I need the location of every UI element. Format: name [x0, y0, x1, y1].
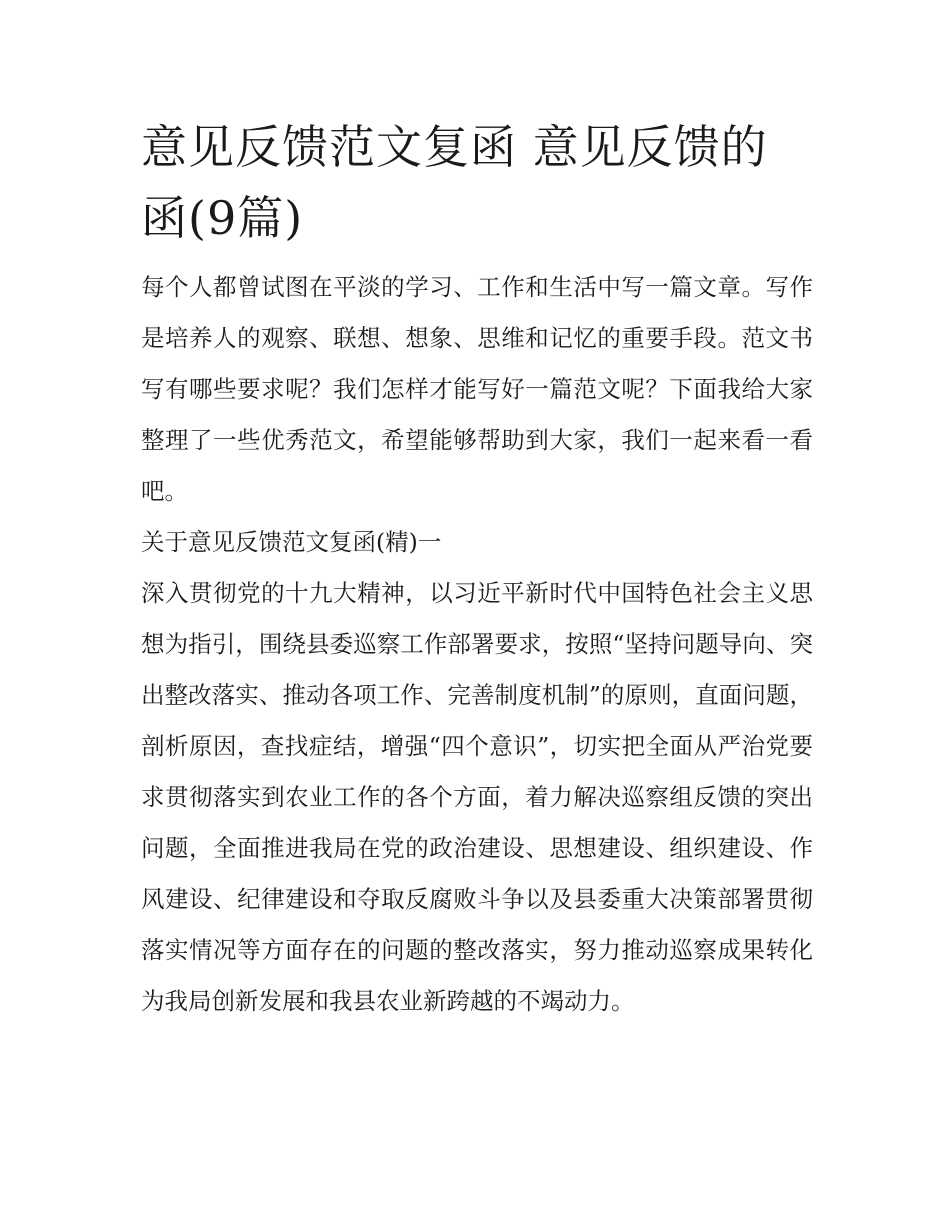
body-paragraph: 深入贯彻党的十九大精神，以习近平新时代中国特色社会主义思想为指引，围绕县委巡察工作部署要求，按照“坚持问题导向、突出整改落实、推动各项工作、完善制度机制”的原则，直面问题，剖析原因，查找症结，增强“四个意识”，切实把全面从严治党要求贯彻落实到农业工作的各个方面，着力解决巡察组反馈的突出问题，全面推进我局在党的政治建设、思想建设、组织建设、作风建设、纪律建设和夺取反腐败斗争以及县委重大决策部署贯彻落实情况等方面存在的问题的整改落实，努力推动巡察成果转化为我局创新发展和我县农业新跨越的不竭动力。: [141, 579, 813, 1015]
intro-paragraph: 每个人都曾试图在平淡的学习、工作和生活中写一篇文章。写作是培养人的观察、联想、想象、思维和记忆的重要手段。范文书写有哪些要求呢？我们怎样才能写好一篇范文呢？下面我给大家整理了一些优秀范文，希望能够帮助到大家，我们一起来看一看吧。: [141, 273, 813, 505]
section-heading: 关于意见反馈范文复函(精)一: [141, 528, 442, 556]
document-title: 意见反馈范文复函 意见反馈的函(9篇): [141, 120, 768, 245]
document-page: [141, 112, 813, 1027]
